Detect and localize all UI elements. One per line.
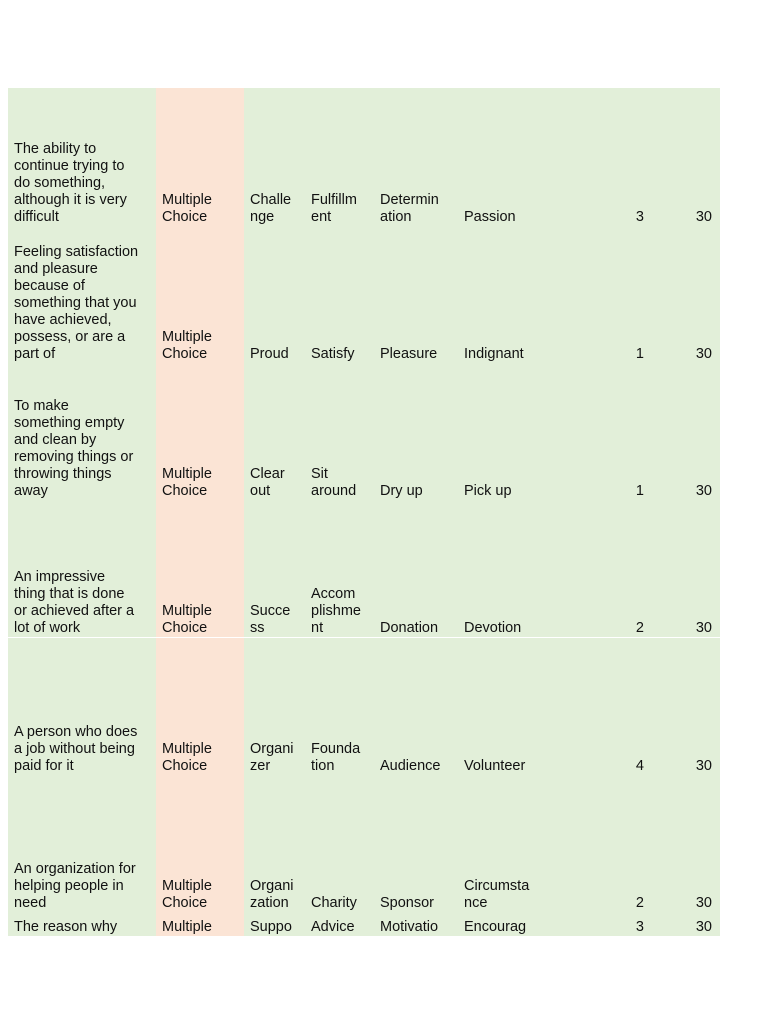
option-3-cell: Pleasure <box>380 346 438 362</box>
points-cell: 30 <box>695 895 712 911</box>
table-row <box>0 363 768 500</box>
table-row <box>0 226 768 363</box>
option-4-cell: Passion <box>464 209 516 225</box>
option-3-cell: Audience <box>380 758 441 774</box>
option-1-cell: Proud <box>250 346 289 362</box>
option-2-cell: Fulfillm ent <box>311 192 357 225</box>
points-cell: 30 <box>695 209 712 225</box>
points-cell: 30 <box>695 758 712 774</box>
question-type-cell: Multiple Choice <box>162 466 212 499</box>
answer-cell: 4 <box>635 758 644 774</box>
option-3-cell: Dry up <box>380 483 423 499</box>
option-1-cell: Organi zation <box>250 878 294 911</box>
option-1-cell: Suppo <box>250 919 292 935</box>
answer-cell: 1 <box>635 346 644 362</box>
definition-cell: To make something empty and clean by removing things or throwing things away <box>14 398 134 499</box>
definition-cell: An organization for helping people in need <box>14 861 136 911</box>
option-1-cell: Challe nge <box>250 192 292 225</box>
definition-cell: An impressive thing that is done or achieved after a lot of work <box>14 569 135 636</box>
definition-cell: Feeling satisfaction and pleasure because of something that you have achieved, possess, or are a part of <box>14 244 139 362</box>
question-type-cell: Multiple Choice <box>162 192 212 225</box>
option-2-cell: Satisfy <box>311 346 355 362</box>
answer-cell: 3 <box>635 209 644 225</box>
table-row <box>0 637 768 775</box>
table-row <box>0 775 768 912</box>
option-2-cell: Advice <box>311 919 355 935</box>
option-4-cell: Pick up <box>464 483 512 499</box>
definition-cell: The reason why <box>14 919 118 935</box>
option-1-cell: Organi zer <box>250 741 294 774</box>
option-2-cell: Accom plishme nt <box>311 586 361 636</box>
answer-cell: 3 <box>635 919 644 935</box>
points-cell: 30 <box>695 919 712 935</box>
option-4-cell: Circumsta nce <box>464 878 530 911</box>
question-type-cell: Multiple <box>162 919 212 935</box>
option-2-cell: Founda tion <box>311 741 361 774</box>
option-3-cell: Sponsor <box>380 895 435 911</box>
option-1-cell: Succe ss <box>250 603 291 636</box>
definition-cell: The ability to continue trying to do something, although it is very difficult <box>14 141 127 225</box>
question-type-cell: Multiple Choice <box>162 329 212 362</box>
table-row <box>0 912 768 936</box>
points-cell: 30 <box>695 620 712 636</box>
answer-cell: 2 <box>635 620 644 636</box>
option-3-cell: Determin ation <box>380 192 439 225</box>
table-row <box>0 500 768 637</box>
question-type-cell: Multiple Choice <box>162 603 212 636</box>
option-4-cell: Volunteer <box>464 758 526 774</box>
points-cell: 30 <box>695 483 712 499</box>
option-4-cell: Indignant <box>464 346 524 362</box>
question-type-cell: Multiple Choice <box>162 741 212 774</box>
option-3-cell: Donation <box>380 620 439 636</box>
option-1-cell: Clear out <box>250 466 285 499</box>
option-3-cell: Motivatio <box>380 919 439 935</box>
points-cell: 30 <box>695 346 712 362</box>
answer-cell: 1 <box>635 483 644 499</box>
question-type-cell: Multiple Choice <box>162 878 212 911</box>
option-4-cell: Devotion <box>464 620 522 636</box>
definition-cell: A person who does a job without being paid for it <box>14 724 138 774</box>
table-row <box>0 88 768 226</box>
option-4-cell: Encourag <box>464 919 527 935</box>
answer-cell: 2 <box>635 895 644 911</box>
option-2-cell: Sit around <box>311 466 357 499</box>
option-2-cell: Charity <box>311 895 357 911</box>
